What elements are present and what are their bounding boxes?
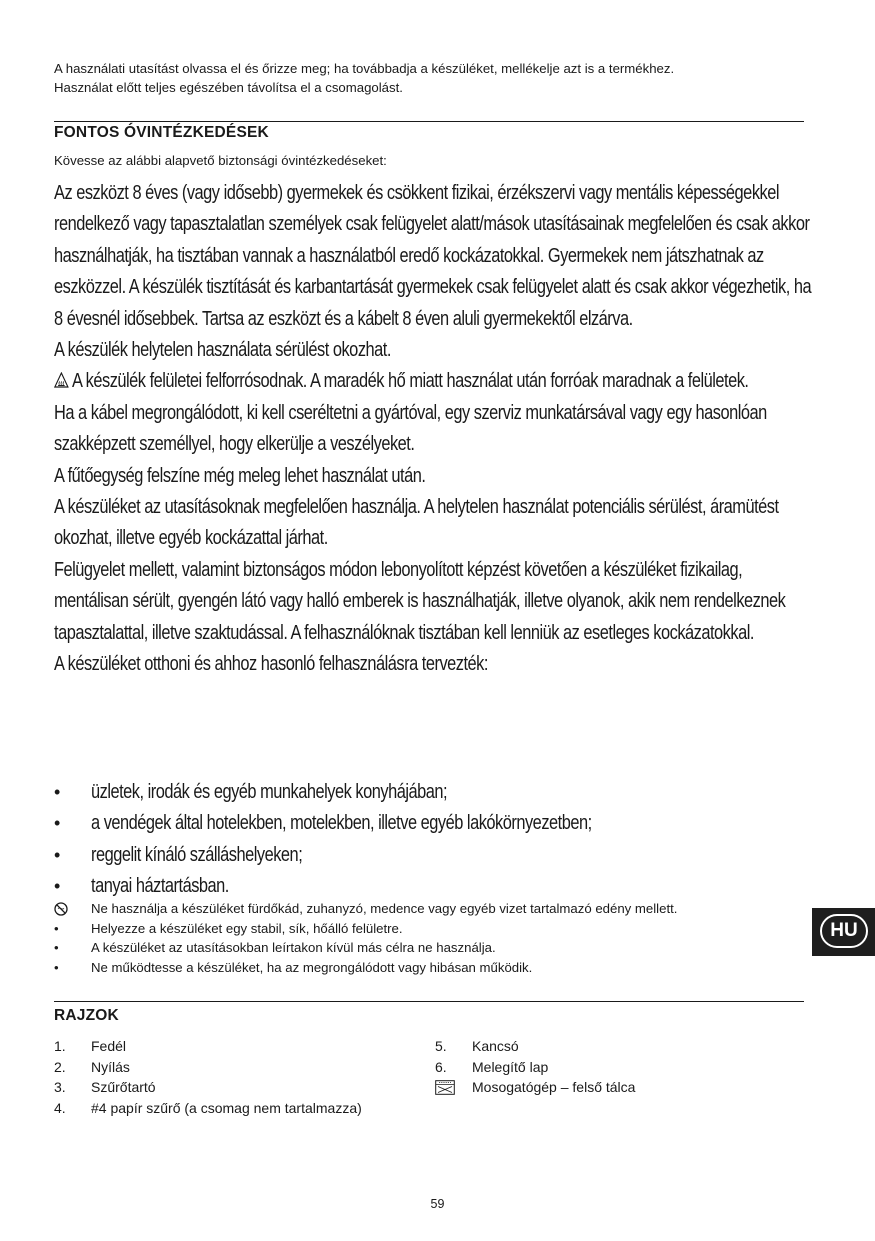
drawings-heading: RAJZOK — [54, 1007, 119, 1024]
section-divider — [54, 1001, 804, 1002]
item-label: Kancsó — [472, 1038, 519, 1054]
warning-text: Ne működtesse a készüléket, ha az megrongálódott vagy hibásan működik. — [91, 959, 533, 975]
bullet-dot: • — [54, 959, 59, 975]
list-item — [54, 938, 814, 958]
item-number: 6. — [435, 1058, 447, 1075]
dishwasher-top-rack-icon — [435, 1080, 455, 1095]
safety-lead: Kövesse az alábbi alapvető biztonsági óvintézkedéseket: — [54, 153, 387, 168]
item-number: 5. — [435, 1038, 447, 1054]
bullet-text: üzletek, irodák és egyéb munkahelyek konyhájában; — [91, 781, 448, 803]
intro-line-1: A használati utasítást olvassa el és őrizze meg; ha továbbadja a készüléket, mellékelje azt is a termékhez. — [54, 61, 675, 76]
bullet-dot: • — [54, 782, 61, 802]
page-number: 59 — [430, 1197, 445, 1211]
list-item — [54, 919, 814, 939]
language-badge: HU — [820, 914, 868, 948]
bullet-dot: • — [54, 813, 61, 834]
item-label: Mosogatógép – felső tálca — [472, 1079, 636, 1095]
bullet-dot: • — [54, 844, 61, 865]
item-number: 3. — [54, 1079, 66, 1095]
safety-paragraph: Felügyelet mellett, valamint biztonságos módon lebonyolított képzést követően a készüléket fizikailag, mentálisan sérült, gyengén látó vagy halló emberek is használhatják, illetve olyanok, akik nem rendelkeznek tapasztalattal, illetve szaktudással. A felhasználóknak tisztában kell lenniük az esetleges kockázatokkal. — [54, 558, 786, 644]
safety-paragraph: A készülék helytelen használata sérülést okozhat. — [54, 339, 391, 362]
hot-surface-warning-icon — [54, 372, 69, 388]
small-warning-list — [54, 899, 814, 977]
safety-paragraph-hot — [54, 366, 813, 397]
item-number: 1. — [54, 1038, 66, 1054]
no-water-icon — [54, 902, 68, 916]
item-label: Fedél — [91, 1038, 127, 1054]
bullet-text: a vendégek által hotelekben, motelekben, illetve egyéb lakókörnyezetben; — [91, 812, 592, 835]
intro-text — [54, 59, 814, 97]
safety-heading: FONTOS ÓVINTÉZKEDÉSEK — [54, 124, 269, 141]
item-number: 4. — [54, 1099, 66, 1116]
bullet-dot: • — [54, 940, 59, 955]
bullet-dot: • — [54, 920, 59, 936]
safety-paragraph: Az eszközt 8 éves (vagy idősebb) gyermekek és csökkent fizikai, érzékszervi vagy mentális képességekkel rendelkező vagy tapasztalatlan személyek csak felügyelet alatt/mások utasításainak megfelelően és csak akkor használhatják, ha tisztában vannak a használatból eredő kockázatokkal. Gyermekek nem játszhatnak az eszközzel. A készülék tisztítását és karbantartását gyermekek csak felügyelet alatt és csak akkor végezhetik, ha 8 évesnél idősebbek. Tartsa az eszközt és a kábelt 8 éven aluli gyermekektől elzárva. — [54, 182, 812, 330]
list-item — [54, 958, 814, 978]
safety-paragraph-text: A készülék felületei felforrósodnak. A maradék hő miatt használat után forróak maradnak a felületek. — [72, 370, 749, 393]
warning-text: A készüléket az utasításokban leírtakon kívül más célra ne használja. — [91, 940, 496, 955]
item-label: Szűrőtartó — [91, 1079, 156, 1095]
warning-text: Helyezze a készüléket egy stabil, sík, hőálló felületre. — [91, 920, 403, 936]
list-item — [54, 899, 814, 919]
safety-paragraph: A fűtőegység felszíne még meleg lehet használat után. — [54, 464, 426, 487]
warning-text: Ne használja a készüléket fürdőkád, zuhanyzó, medence vagy egyéb vizet tartalmazó edény mellett. — [91, 901, 678, 916]
item-number: 2. — [54, 1058, 66, 1075]
safety-paragraph: A készüléket otthoni és ahhoz hasonló felhasználásra tervezték: — [54, 653, 488, 676]
intro-line-2: Használat előtt teljes egészében távolítsa el a csomagolást. — [54, 80, 403, 95]
safety-paragraphs — [54, 178, 813, 681]
safety-paragraph: Ha a kábel megrongálódott, ki kell cseréltetni a gyártóval, egy szerviz munkatársával vagy egy hasonlóan szakképzett személlyel, hogy elkerülje a veszélyeket. — [54, 401, 767, 456]
bullet-dot: • — [54, 876, 61, 897]
bullet-text: tanyai háztartásban. — [91, 875, 229, 898]
bullet-text: reggelit kínáló szálláshelyeken; — [91, 843, 303, 866]
safety-paragraph: A készüléket az utasításoknak megfelelően használja. A helytelen használat potenciális sérülést, áramütést okozhat, illetve egyéb kockázattal járhat. — [54, 496, 779, 550]
item-label: Nyílás — [91, 1058, 130, 1075]
section-divider — [54, 121, 804, 122]
item-label: Melegítő lap — [472, 1058, 549, 1075]
item-label: #4 papír szűrő (a csomag nem tartalmazza) — [91, 1099, 362, 1116]
